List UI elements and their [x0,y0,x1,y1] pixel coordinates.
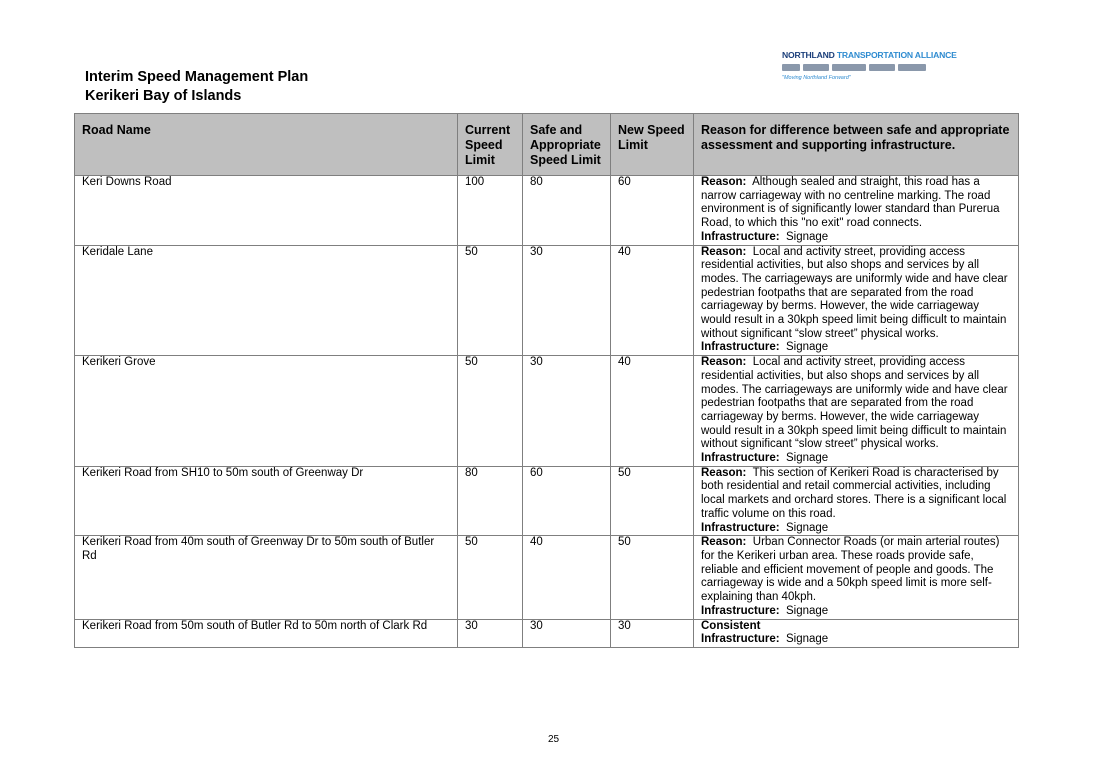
road-name-cell: Kerikeri Road from 50m south of Butler Rd to 50m north of Clark Rd [75,619,458,647]
road-name-cell: Kerikeri Road from SH10 to 50m south of Greenway Dr [75,466,458,536]
reason-label: Reason: [701,466,747,479]
header-new-speed: New Speed Limit [611,114,694,176]
safe-speed-cell: 30 [523,245,611,356]
partner-logo-icon [803,64,829,71]
table-row [75,619,1019,647]
safe-speed-cell: 40 [523,536,611,619]
page-number: 25 [547,734,560,745]
current-speed-cell: 30 [458,619,523,647]
partner-logos [782,63,950,72]
reason-text: Although sealed and straight, this road has a narrow carriageway with no centreline marking. The road environment is of significantly lower standard than Purerua Road, to which this "no exit" road connects. [701,176,1000,230]
current-speed-cell: 50 [458,356,523,467]
safe-speed-cell: 30 [523,356,611,467]
partner-logo-icon [898,64,926,71]
partner-logo-icon [782,64,800,71]
logo-title [782,50,957,60]
infrastructure-text: Signage [786,604,829,617]
new-speed-cell: 60 [611,176,694,246]
alliance-logo [782,50,957,82]
safe-speed-cell: 30 [523,619,611,647]
safe-speed-cell: 60 [523,466,611,536]
reason-label: Reason: [701,356,747,369]
infrastructure-text: Signage [786,230,829,243]
header-safe-speed: Safe and Appropriate Speed Limit [523,114,611,176]
reason-cell [694,176,1019,246]
new-speed-cell: 30 [611,619,694,647]
road-name-cell: Keri Downs Road [75,176,458,246]
reason-label: Reason: [701,176,747,188]
reason-text: Local and activity street, providing access residential activities, but also shops and services by all modes. The carriageways are uniformly wide and have clear pedestrian footpaths that are separated from the road carriageway by berms. However, the wide carriageway would result in a 30kph speed limit being difficult to maintain without significant “slow street” physical works. [701,356,1008,451]
reason-label: Reason: [701,245,747,258]
reason-cell [694,536,1019,619]
infrastructure-label: Infrastructure: [701,521,780,534]
infrastructure-label: Infrastructure: [701,230,780,243]
infrastructure-text: Signage [786,633,829,646]
current-speed-cell: 50 [458,245,523,356]
table-row [75,466,1019,536]
reason-cell [694,245,1019,356]
road-name-cell: Kerikeri Grove [75,356,458,467]
title-line-1: Interim Speed Management Plan [85,69,309,85]
table-row [75,536,1019,619]
infrastructure-text: Signage [786,521,829,534]
header-current-speed: Current Speed Limit [458,114,523,176]
new-speed-cell: 40 [611,356,694,467]
infrastructure-label: Infrastructure: [701,452,780,465]
consistent-label: Consistent [701,619,761,632]
speed-limit-table [74,113,1019,648]
logo-name-part1: NORTHLAND [782,50,837,60]
table-header-row [75,114,1019,176]
table-row [75,356,1019,467]
infrastructure-label: Infrastructure: [701,604,780,617]
road-name-cell: Keridale Lane [75,245,458,356]
reason-cell [694,356,1019,467]
infrastructure-label: Infrastructure: [701,341,780,354]
logo-tagline: "Moving Northland Forward" [782,75,851,81]
table-row [75,176,1019,246]
current-speed-cell: 50 [458,536,523,619]
reason-text: Urban Connector Roads (or main arterial routes) for the Kerikeri urban area. These roads provide safe, reliable and efficient movement of people and goods. The carriageway is wide and a 50kph speed limit is more self-explaining than 40kph. [701,536,1000,604]
road-name-cell: Kerikeri Road from 40m south of Greenway Dr to 50m south of Butler Rd [75,536,458,619]
title-line-2: Kerikeri Bay of Islands [85,88,242,104]
reason-cell [694,466,1019,536]
current-speed-cell: 100 [458,176,523,246]
new-speed-cell: 40 [611,245,694,356]
reason-text: This section of Kerikeri Road is characterised by both residential and retail commercial activities, including local markets and orchard stores. There is a significant local traffic volume on this road. [701,466,1007,520]
header-reason: Reason for difference between safe and appropriate assessment and supporting infrastructure. [694,114,1019,176]
document-title [85,68,308,106]
infrastructure-text: Signage [786,452,829,465]
reason-text: Local and activity street, providing access residential activities, but also shops and services by all modes. The carriageways are uniformly wide and have clear pedestrian footpaths that are separated from the road carriageway by berms. However, the wide carriageway would result in a 30kph speed limit being difficult to maintain without significant “slow street” physical works. [701,245,1008,340]
current-speed-cell: 80 [458,466,523,536]
logo-name-part2: TRANSPORTATION ALLIANCE [836,50,957,60]
new-speed-cell: 50 [611,466,694,536]
safe-speed-cell: 80 [523,176,611,246]
table-row [75,245,1019,356]
reason-label: Reason: [701,536,747,549]
header-road-name: Road Name [75,114,458,176]
new-speed-cell: 50 [611,536,694,619]
partner-logo-icon [869,64,895,71]
partner-logo-icon [832,64,866,71]
infrastructure-text: Signage [786,341,829,354]
infrastructure-label: Infrastructure: [701,633,780,646]
reason-cell [694,619,1019,647]
